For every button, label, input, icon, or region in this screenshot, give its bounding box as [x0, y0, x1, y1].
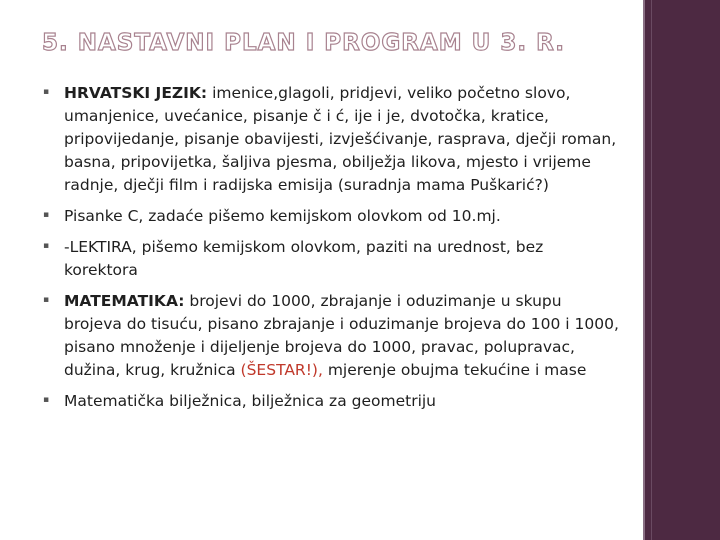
item-text: brojevi do 1000, zbrajanje i oduzimanje u skupu brojeva do tisuću, pisano zbrajanje i oduzimanje brojeva do 100 i 1000, pisano množenje i dijeljenje brojeva do 1000, pravac, polupravac, dužina, krug, kružnica [64, 292, 619, 379]
bullet-icon: ▪ [43, 395, 50, 405]
item-text: -LEKTIRA, pišemo kemijskom olovkom, paziti na urednost, bez korektora [64, 238, 544, 279]
bullet-list [40, 82, 620, 421]
highlight-text: (ŠESTAR!), [240, 361, 323, 379]
slide-title: 5. NASTAVNI PLAN I PROGRAM U 3. R. [42, 30, 565, 56]
list-item-matematika [40, 290, 620, 382]
list-item-pisanke [40, 205, 620, 228]
subject-label: MATEMATIKA: [64, 292, 185, 310]
bullet-icon: ▪ [43, 210, 50, 220]
list-item-biljeznica [40, 390, 620, 413]
list-item-hrvatski [40, 82, 620, 197]
bullet-icon: ▪ [43, 295, 50, 305]
bullet-icon: ▪ [43, 241, 50, 251]
item-text: imenice,glagoli, pridjevi, veliko početno slovo, umanjenice, uvećanice, pisanje č i ć, ije i je, dvotočka, kratice, pripovijedanje, pisanje obavijesti, izvješćivanje, rasprava, dječji roman, basna, pripovijetka, šaljiva pjesma, obilježja likova, mjesto i vrijeme radnje, dječji film i radijska emisija (suradnja mama Puškarić?) [64, 84, 617, 194]
subject-label: HRVATSKI JEZIK: [64, 84, 208, 102]
side-panel-line [651, 0, 652, 540]
bullet-icon: ▪ [43, 87, 50, 97]
list-item-lektira [40, 236, 620, 282]
item-text: Matematička bilježnica, bilježnica za geometriju [64, 392, 436, 410]
item-text: Pisanke C, zadaće pišemo kemijskom olovkom od 10.mj. [64, 207, 501, 225]
decorative-side-panel [643, 0, 720, 540]
item-text: mjerenje obujma tekućine i mase [322, 361, 587, 379]
